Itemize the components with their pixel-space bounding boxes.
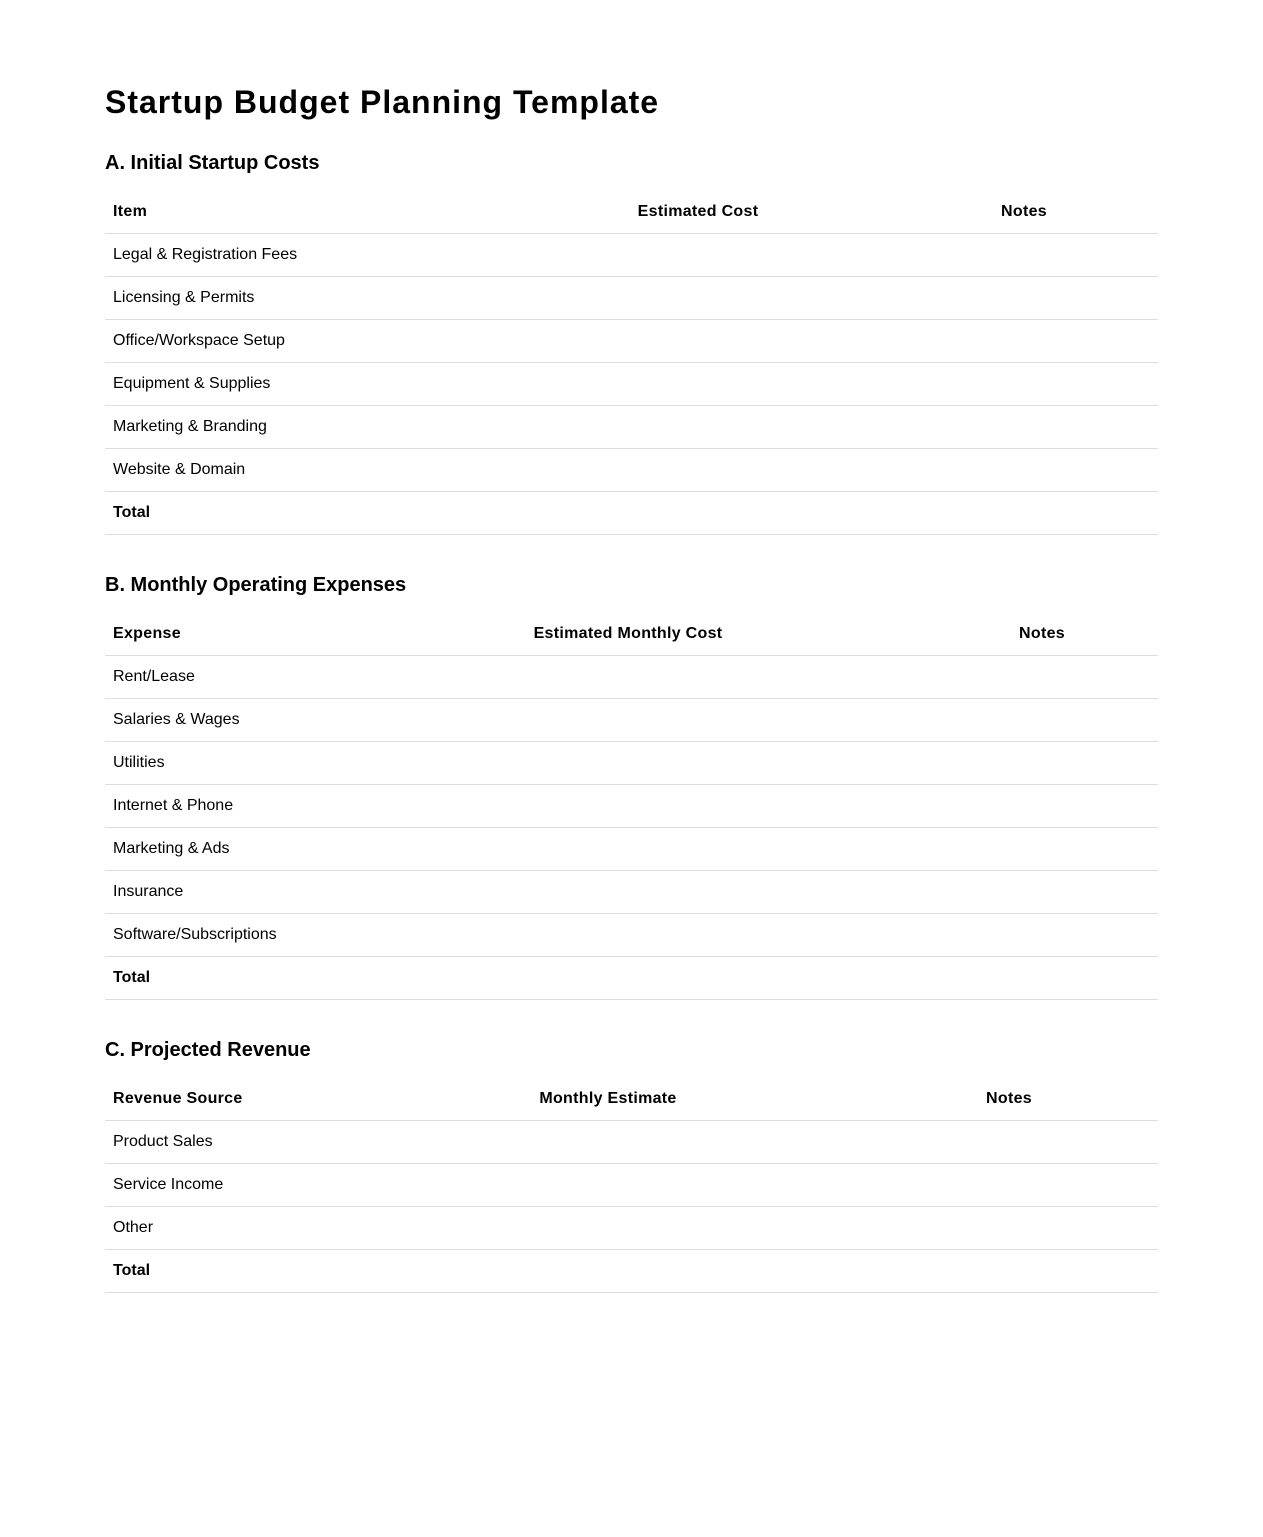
total-row (105, 957, 1158, 1000)
column-header-notes: Notes (860, 1077, 1158, 1121)
notes-cell[interactable] (890, 320, 1158, 363)
table-row (105, 234, 1158, 277)
column-header-estimated-monthly-cost: Estimated Monthly Cost (330, 612, 926, 656)
section-heading-projected-revenue: C. Projected Revenue (105, 1039, 311, 1061)
table-row (105, 1121, 1158, 1164)
table-row (105, 914, 1158, 957)
column-header-expense: Expense (105, 612, 330, 656)
row-label: Website & Domain (105, 449, 506, 492)
notes-cell[interactable] (860, 1121, 1158, 1164)
estimate-cell[interactable] (356, 1121, 860, 1164)
notes-cell[interactable] (926, 699, 1158, 742)
row-label: Legal & Registration Fees (105, 234, 506, 277)
column-header-notes: Notes (890, 190, 1158, 234)
row-label: Internet & Phone (105, 785, 330, 828)
cost-cell[interactable] (506, 234, 890, 277)
row-label: Utilities (105, 742, 330, 785)
row-label: Licensing & Permits (105, 277, 506, 320)
total-label: Total (105, 1250, 356, 1293)
table-row (105, 699, 1158, 742)
table-header-row (105, 1077, 1158, 1121)
cost-cell[interactable] (330, 742, 926, 785)
total-label: Total (105, 957, 330, 1000)
notes-cell[interactable] (860, 1250, 1158, 1293)
table-row (105, 1207, 1158, 1250)
table-row (105, 742, 1158, 785)
row-label: Software/Subscriptions (105, 914, 330, 957)
section-heading-initial-costs: A. Initial Startup Costs (105, 152, 320, 174)
total-estimate-cell[interactable] (356, 1250, 860, 1293)
notes-cell[interactable] (926, 785, 1158, 828)
monthly-expenses-table (105, 612, 1158, 1000)
total-cost-cell[interactable] (506, 492, 890, 535)
column-header-estimated-cost: Estimated Cost (506, 190, 890, 234)
notes-cell[interactable] (860, 1207, 1158, 1250)
column-header-notes: Notes (926, 612, 1158, 656)
initial-costs-table (105, 190, 1158, 535)
cost-cell[interactable] (330, 828, 926, 871)
notes-cell[interactable] (926, 871, 1158, 914)
column-header-item: Item (105, 190, 506, 234)
column-header-revenue-source: Revenue Source (105, 1077, 356, 1121)
row-label: Product Sales (105, 1121, 356, 1164)
table-header-row (105, 612, 1158, 656)
cost-cell[interactable] (506, 320, 890, 363)
total-row (105, 492, 1158, 535)
notes-cell[interactable] (890, 449, 1158, 492)
table-row (105, 656, 1158, 699)
table-header-row (105, 190, 1158, 234)
section-heading-monthly-expenses: B. Monthly Operating Expenses (105, 574, 407, 596)
notes-cell[interactable] (890, 277, 1158, 320)
notes-cell[interactable] (890, 492, 1158, 535)
table-row (105, 871, 1158, 914)
row-label: Service Income (105, 1164, 356, 1207)
cost-cell[interactable] (330, 699, 926, 742)
row-label: Equipment & Supplies (105, 363, 506, 406)
total-label: Total (105, 492, 506, 535)
row-label: Marketing & Ads (105, 828, 330, 871)
notes-cell[interactable] (926, 957, 1158, 1000)
estimate-cell[interactable] (356, 1207, 860, 1250)
cost-cell[interactable] (330, 914, 926, 957)
table-row (105, 785, 1158, 828)
page-title: Startup Budget Planning Template (105, 84, 660, 120)
table-row (105, 449, 1158, 492)
cost-cell[interactable] (330, 785, 926, 828)
table-row (105, 1164, 1158, 1207)
table-row (105, 363, 1158, 406)
cost-cell[interactable] (506, 363, 890, 406)
notes-cell[interactable] (926, 914, 1158, 957)
cost-cell[interactable] (506, 406, 890, 449)
row-label: Other (105, 1207, 356, 1250)
row-label: Marketing & Branding (105, 406, 506, 449)
notes-cell[interactable] (926, 828, 1158, 871)
row-label: Rent/Lease (105, 656, 330, 699)
table-row (105, 277, 1158, 320)
notes-cell[interactable] (926, 742, 1158, 785)
total-cost-cell[interactable] (330, 957, 926, 1000)
cost-cell[interactable] (506, 277, 890, 320)
notes-cell[interactable] (860, 1164, 1158, 1207)
row-label: Salaries & Wages (105, 699, 330, 742)
cost-cell[interactable] (506, 449, 890, 492)
notes-cell[interactable] (926, 656, 1158, 699)
table-row (105, 406, 1158, 449)
notes-cell[interactable] (890, 363, 1158, 406)
column-header-monthly-estimate: Monthly Estimate (356, 1077, 860, 1121)
notes-cell[interactable] (890, 234, 1158, 277)
cost-cell[interactable] (330, 871, 926, 914)
cost-cell[interactable] (330, 656, 926, 699)
table-row (105, 320, 1158, 363)
notes-cell[interactable] (890, 406, 1158, 449)
row-label: Office/Workspace Setup (105, 320, 506, 363)
estimate-cell[interactable] (356, 1164, 860, 1207)
table-row (105, 828, 1158, 871)
row-label: Insurance (105, 871, 330, 914)
total-row (105, 1250, 1158, 1293)
projected-revenue-table (105, 1077, 1158, 1293)
